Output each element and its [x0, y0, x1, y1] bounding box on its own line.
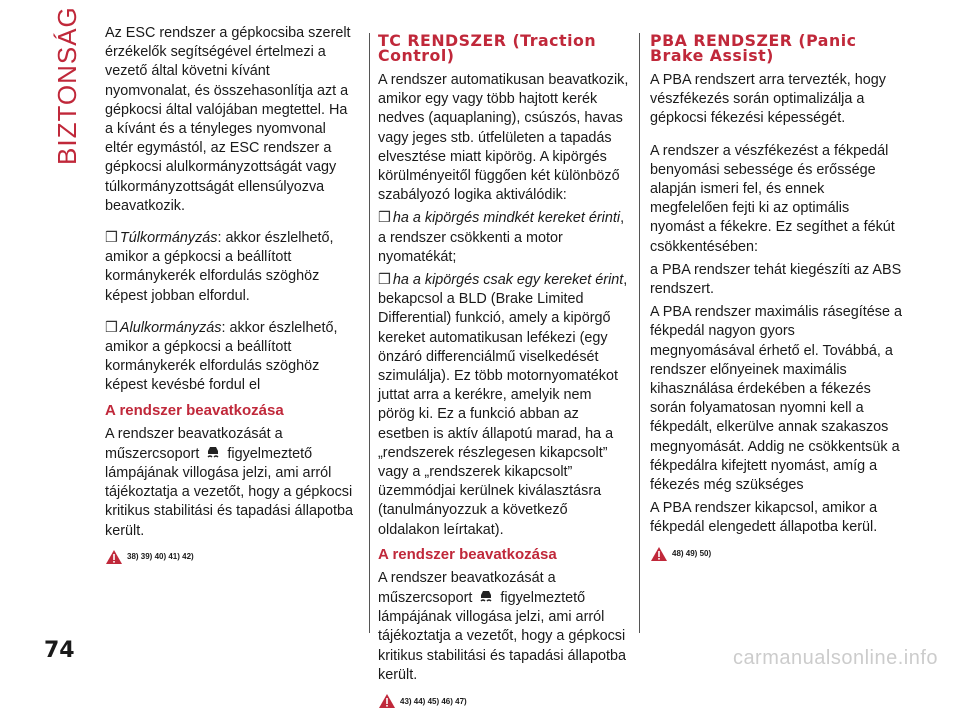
esc-intro: Az ESC rendszer a gépkocsiba szerelt érzékelők segítségével értelmezi a vezető által követni kívánt nyomvonalat, és összehasonlítja azt a gépkocsi által valójában megtettel. Ha a kívánt és a tényleges nyomvonal eltér egymástól, az ESC rendszer a gépkocsi alulkormányzottságát vagy túlkormányzottságát ellensúlyozva beavatkozik.	[105, 25, 351, 214]
title-line-2: Control)	[378, 46, 455, 65]
pba-paragraph-2: A rendszer a vészfékezést a fékpedál benyomási sebessége és erőssége alapján ismeri fel, és ennek megfelelően fejti ki az optimális nyomást a fékekre. Ez segíthet a fékút csökkentésében:	[650, 142, 895, 255]
pba-paragraph-1: A PBA rendszert arra tervezték, hogy vészfékezés során optimalizálja a gépkocsi fékezési képességét.	[650, 72, 886, 127]
warning-ref-numbers: 38) 39) 40) 41) 42)	[127, 552, 194, 562]
column-pba	[650, 33, 902, 562]
one-wheel-text: , bekapcsol a BLD (Brake Limited Differential) funkció, amely a kipörgő kereket automatikusan lefékezi (egy önzáró differenciálmű viselkedését szimulálja). Ez több motornyomatékot juttat arra a kerékre, amelyik nem pörög ki. Ez a funkció abban az esetben is aktív állapotú marad, ha a „rendszerek részlegesen kikapcsolt” vagy a „rendszerek kikapcsolt” üzemmódjai kerülnek kiválasztásra (tanulmányozzuk a következő oldalakon leírtakat).	[378, 272, 628, 538]
column-esc	[105, 24, 357, 565]
warning-ref-numbers: 43) 44) 45) 46) 47)	[400, 696, 467, 706]
bullet-understeer	[105, 319, 357, 396]
warning-triangle-icon	[378, 693, 396, 709]
watermark: carmanualsonline.info	[732, 647, 938, 669]
warning-triangle-icon	[105, 549, 123, 565]
bullet-both-wheels	[378, 209, 630, 267]
intervention-text-b: figyelmeztető lámpájának villogása jelzi, ami arról tájékoztatja a vezetőt, hogy a gépkocsi kritikus stabilitási és tapadási állapotba került.	[105, 445, 353, 539]
title-line-1: TC RENDSZER (Traction	[378, 31, 597, 50]
column-tc	[378, 33, 630, 709]
bullet-mark: ❒	[105, 319, 118, 336]
term-understeer: Alulkormányzás	[119, 319, 222, 336]
bullet-oversteer	[105, 229, 357, 306]
skid-car-icon	[478, 588, 494, 604]
both-wheels-text: , a rendszer csökkenti a motor nyomatékát;	[378, 210, 625, 265]
term-one-wheel: ha a kipörgés csak egy kereket érint	[392, 272, 624, 289]
subheading: A rendszer beavatkozása	[105, 401, 284, 419]
intervention-text	[378, 569, 630, 685]
term-both-wheels: ha a kipörgés mindkét kereket érinti	[392, 210, 621, 227]
warning-ref-numbers: 48) 49) 50)	[672, 549, 712, 559]
bullet-mark: ❒	[378, 272, 391, 289]
term-oversteer: Túlkormányzás	[119, 230, 218, 247]
section-title-tc	[378, 33, 630, 63]
oversteer-text: : akkor észlelhető, amikor a gépkocsi a beállított kormánykerék elfordulás szöghöz képest jobban elfordul.	[105, 230, 334, 304]
page-number: 74	[44, 638, 75, 663]
bullet-mark: ❒	[378, 210, 391, 227]
warning-refs	[378, 693, 630, 709]
column-divider	[639, 33, 640, 633]
pba-paragraph-4: A PBA rendszer maximális rásegítése a fékpedál nagyon gyors megnyomásával érhető el. Továbbá, a rendszer előnyeinek maximális kihasználása érdekében a fékezés során folyamatosan nyomni kell a fékpedált, elkerülve annak szakaszos megnyomását. Addig ne csökkentsük a fékpedálra kifejtett nyomást, amíg a fékezés még szükséges	[650, 304, 902, 494]
section-label: BIZTONSÁG	[52, 6, 82, 165]
warning-triangle-icon	[650, 546, 668, 562]
intervention-text-a: A rendszer beavatkozását a műszercsoport	[105, 425, 283, 462]
warning-refs	[650, 546, 902, 562]
title-line-2: Brake Assist)	[650, 46, 774, 65]
column-divider	[369, 33, 370, 633]
title-line-1: PBA RENDSZER (Panic	[650, 31, 857, 50]
intervention-text	[105, 425, 357, 541]
section-title-pba	[650, 33, 902, 63]
warning-refs	[105, 549, 357, 565]
pba-paragraph-3: a PBA rendszer tehát kiegészíti az ABS rendszert.	[650, 261, 902, 298]
intervention-text-b: figyelmeztető lámpájának villogása jelzi, ami arról tájékoztatja a vezetőt, hogy a gépkocsi kritikus stabilitási és tapadási állapotba került.	[378, 590, 626, 683]
pba-paragraph-5: A PBA rendszer kikapcsol, amikor a fékpedál elengedett állapotba kerül.	[650, 500, 878, 536]
subheading: A rendszer beavatkozása	[378, 545, 557, 563]
skid-car-icon	[205, 444, 221, 460]
understeer-text: : akkor észlelhető, amikor a gépkocsi a beállított kormánykerék elfordulás szöghöz képest kevésbé fordul el	[105, 319, 338, 394]
bullet-one-wheel	[378, 271, 630, 540]
intervention-text-a: A rendszer beavatkozását a műszercsoport	[378, 569, 556, 607]
tc-intro: A rendszer automatikusan beavatkozik, amikor egy vagy több hajtott kerék nedves (aquaplaning), csúszós, havas vagy jeges stb. útfelületen a tapadás elvesztése miatt kipörög. A kipörgés körülményeitől függően két különböző szabályozó logika aktiválódik:	[378, 72, 629, 204]
bullet-mark: ❒	[105, 230, 118, 247]
